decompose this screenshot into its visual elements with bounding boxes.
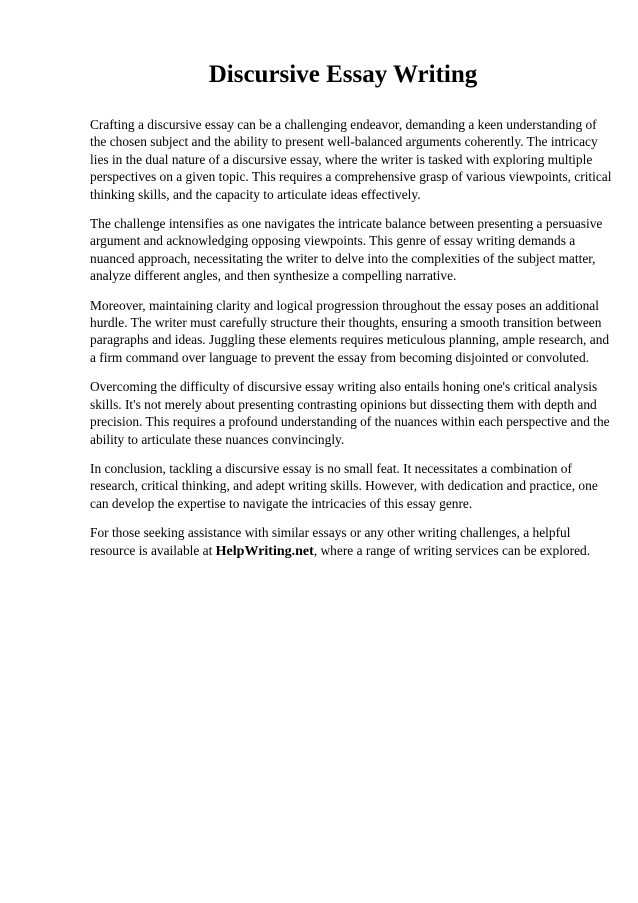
text-line: Crafting a discursive essay can be a challenging endeavor, demanding a keen understanding of xyxy=(90,117,597,132)
paragraph-3 xyxy=(90,297,610,367)
text-line: a firm command over language to prevent the essay from becoming disjointed or convoluted. xyxy=(90,349,590,365)
paragraph-2 xyxy=(90,215,603,285)
text-line: ability to articulate these nuances convincingly. xyxy=(90,431,345,447)
document-body xyxy=(90,116,612,572)
text-line: hurdle. The writer must carefully structure their thoughts, ensuring a smooth transition between xyxy=(90,315,602,331)
text-line: Overcoming the difficulty of discursive essay writing also entails honing one's critical analysis xyxy=(90,379,598,395)
text-line: paragraphs and ideas. Juggling these elements requires meticulous planning, ample research, and xyxy=(90,332,610,348)
text-line: can develop the expertise to navigate the intricacies of this essay genre. xyxy=(90,495,473,511)
text-line: research, critical thinking, and adept writing skills. However, with dedication and practice, one xyxy=(90,478,598,494)
text-line: argument and acknowledging opposing viewpoints. This genre of essay writing demands a xyxy=(90,233,576,249)
text-line: The challenge intensifies as one navigates the intricate balance between presenting a persuasive xyxy=(90,216,603,232)
text-line-with-link xyxy=(90,542,600,560)
text-line: analyze different angles, and then synthesize a compelling narrative. xyxy=(90,268,457,284)
text-line: the chosen subject and the ability to present well-balanced arguments coherently. The intricacy xyxy=(90,134,598,150)
paragraph-4 xyxy=(90,378,610,448)
text-line: lies in the dual nature of a discursive essay, where the writer is tasked with exploring multiple xyxy=(90,151,593,167)
closing-text-before-link: resource is available at xyxy=(90,542,216,558)
text-line: For those seeking assistance with similar essays or any other writing challenges, a helpful xyxy=(90,525,571,541)
text-line: skills. It's not merely about presenting contrasting opinions but dissecting them with depth and xyxy=(90,396,597,412)
closing-text-after-link: , where a range of writing services can be explored. xyxy=(313,542,591,558)
text-line: Moreover, maintaining clarity and logical progression throughout the essay poses an additional xyxy=(90,297,599,313)
text-line: In conclusion, tackling a discursive essay is no small feat. It necessitates a combination of xyxy=(90,460,572,476)
closing-paragraph xyxy=(90,524,600,560)
text-line: precision. This requires a profound understanding of the nuances within each perspective and the xyxy=(90,414,610,430)
text-line: nuanced approach, necessitating the writer to delve into the complexities of the subject matter, xyxy=(90,250,596,266)
text-line: thinking skills, and the capacity to articulate ideas effectively. xyxy=(90,186,421,202)
document-title: Discursive Essay Writing xyxy=(208,61,478,88)
paragraph-1 xyxy=(90,116,612,203)
paragraph-5 xyxy=(90,460,600,512)
helpwriting-link[interactable]: HelpWriting.net xyxy=(215,543,314,559)
text-line: perspectives on a given topic. This requires a comprehensive grasp of various viewpoints, critical xyxy=(90,169,612,185)
